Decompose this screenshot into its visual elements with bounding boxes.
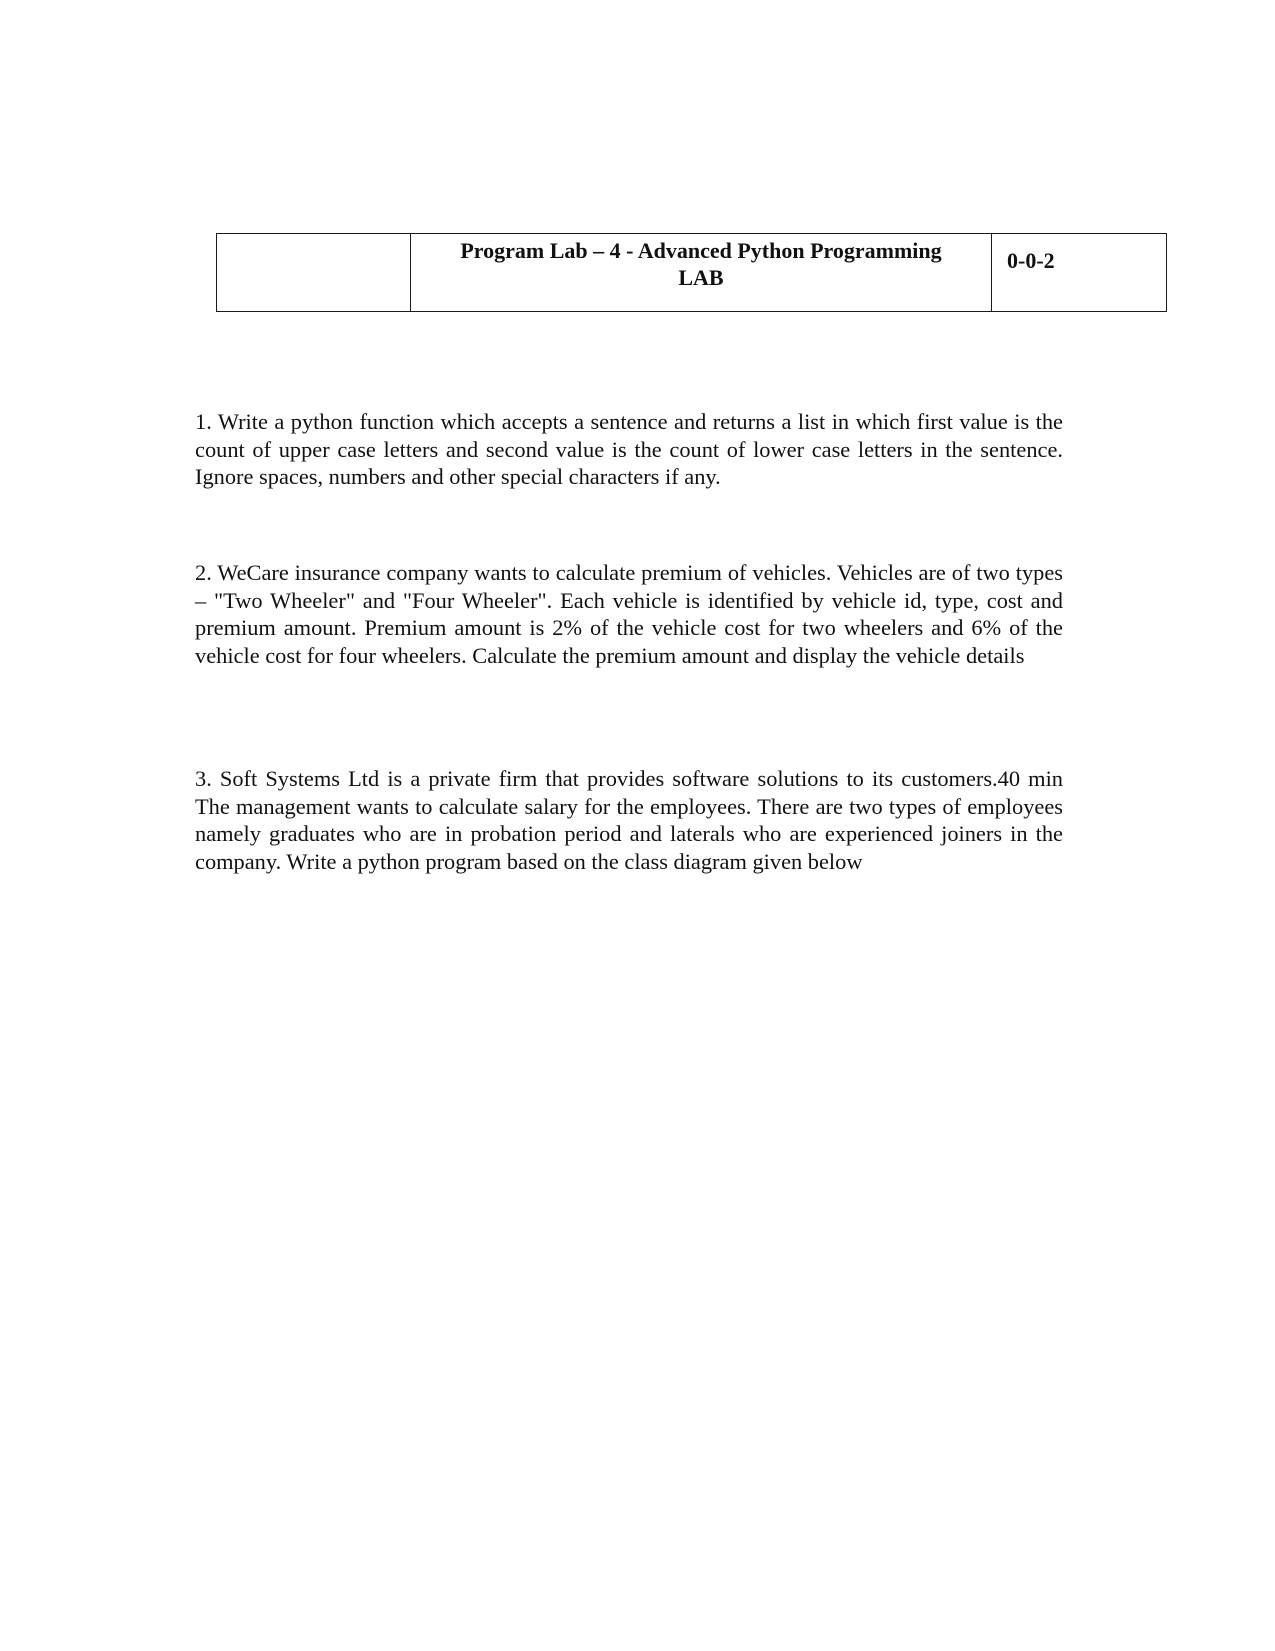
question-1: 1. Write a python function which accepts a sentence and returns a list in which first value is the count of upper case letters and second value is the count of lower case letters in the sentence. Ignore spaces, numbers and other special characters if any.: [195, 409, 1063, 490]
header-row: [217, 234, 1167, 312]
course-title-line1: Program Lab – 4 - Advanced Python Programming: [460, 238, 942, 263]
course-header-table: [216, 233, 1167, 312]
header-blank-cell: [217, 234, 411, 312]
header-title-cell: [411, 234, 992, 312]
credits-cell: 0-0-2: [992, 234, 1167, 312]
question-2: 2. WeCare insurance company wants to calculate premium of vehicles. Vehicles are of two types – "Two Wheeler" and "Four Wheeler". Each vehicle is identified by vehicle id, type, cost and premium amount. Premium amount is 2% of the vehicle cost for two wheelers and 6% of the vehicle cost for four wheelers. Calculate the premium amount and display the vehicle details: [195, 560, 1063, 668]
course-title-line2: LAB: [678, 265, 724, 290]
question-3: 3. Soft Systems Ltd is a private firm that provides software solutions to its customers.40 min The management wants to calculate salary for the employees. There are two types of employees namely graduates who are in probation period and laterals who are experienced joiners in the company. Write a python program based on the class diagram given below: [195, 766, 1063, 874]
